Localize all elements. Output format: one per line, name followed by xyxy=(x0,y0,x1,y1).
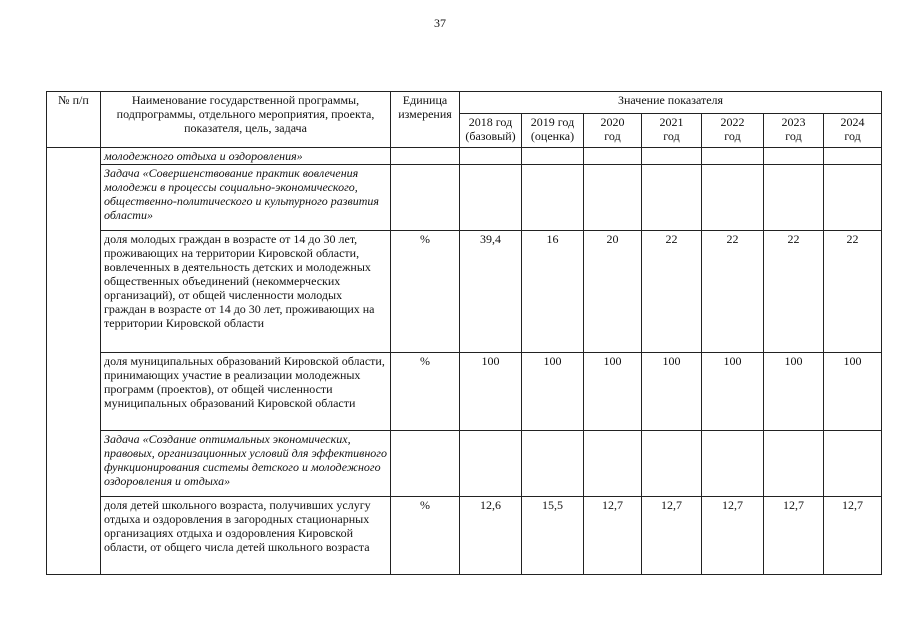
value-cell: 12,7 xyxy=(824,497,882,575)
indicator-name: молодежного отдыха и оздоровления» xyxy=(101,148,391,165)
row-number-cell xyxy=(47,497,101,575)
table-row xyxy=(47,165,882,231)
value-cell: 12,7 xyxy=(764,497,824,575)
header-year-note: год xyxy=(663,129,680,143)
value-cell: 100 xyxy=(824,353,882,431)
value-cell: 22 xyxy=(702,231,764,353)
header-year-note: год xyxy=(785,129,802,143)
indicator-name: доля молодых граждан в возрасте от 14 до 30 лет, проживающих на территории Кировской области, вовлеченных в деятельность детских и молодежных общественных объединений (некоммерческих организаций), от общей численности молодых граждан в возрасте от 14 до 30 лет, проживающих на территории Кировской области xyxy=(101,231,391,353)
header-year xyxy=(642,114,702,148)
table-row xyxy=(47,353,882,431)
header-year-label: 2018 год xyxy=(468,115,513,129)
value-cell: 100 xyxy=(702,353,764,431)
header-year-label: 2022 xyxy=(720,115,745,129)
indicator-name: Задача «Совершенствование практик вовлечения молодежи в процессы социально-экономического, общественно-политического и культурного развития области» xyxy=(101,165,391,231)
header-year xyxy=(584,114,642,148)
value-cell: 20 xyxy=(584,231,642,353)
value-cell: 100 xyxy=(460,353,522,431)
page-number: 37 xyxy=(434,16,446,30)
value-cell xyxy=(460,165,522,231)
header-year-note: год xyxy=(844,129,861,143)
value-cell xyxy=(584,148,642,165)
value-cell: 100 xyxy=(584,353,642,431)
header-year-note: год xyxy=(604,129,621,143)
value-cell: 12,7 xyxy=(642,497,702,575)
value-cell: 100 xyxy=(522,353,584,431)
value-cell: 22 xyxy=(824,231,882,353)
unit-cell: % xyxy=(391,353,460,431)
header-year xyxy=(702,114,764,148)
table-row xyxy=(47,148,882,165)
header-year-label: 2021 xyxy=(659,115,684,129)
value-cell xyxy=(764,431,824,497)
value-cell xyxy=(584,431,642,497)
indicator-table xyxy=(46,91,882,575)
value-cell: 16 xyxy=(522,231,584,353)
table-row xyxy=(47,497,882,575)
value-cell xyxy=(642,165,702,231)
table-row xyxy=(47,231,882,353)
row-number-cell xyxy=(47,165,101,231)
value-cell xyxy=(702,431,764,497)
header-year xyxy=(460,114,522,148)
header-year-label: 2020 xyxy=(600,115,625,129)
value-cell xyxy=(824,148,882,165)
header-year-label: 2023 xyxy=(781,115,806,129)
value-cell xyxy=(522,148,584,165)
unit-cell xyxy=(391,431,460,497)
value-cell xyxy=(642,148,702,165)
header-year-note: (оценка) xyxy=(530,129,575,143)
header-year-note: год xyxy=(724,129,741,143)
header-num: № п/п xyxy=(47,92,101,148)
row-number-cell xyxy=(47,231,101,353)
value-cell: 12,7 xyxy=(702,497,764,575)
value-cell xyxy=(642,431,702,497)
table-row xyxy=(47,431,882,497)
header-value-group: Значение показателя xyxy=(460,92,882,114)
header-name: Наименование государственной программы, подпрограммы, отдельного мероприятия, проекта, показателя, цель, задача xyxy=(101,92,391,148)
value-cell xyxy=(584,165,642,231)
value-cell xyxy=(702,165,764,231)
value-cell xyxy=(522,431,584,497)
indicator-name: Задача «Создание оптимальных экономических, правовых, организационных условий для эффективного функционирования системы детского и молодежного оздоровления и отдыха» xyxy=(101,431,391,497)
indicator-name: доля муниципальных образований Кировской области, принимающих участие в реализации молодежных программ (проектов), от общей численности муниципальных образований Кировской области xyxy=(101,353,391,431)
unit-cell xyxy=(391,148,460,165)
value-cell xyxy=(702,148,764,165)
value-cell xyxy=(764,148,824,165)
row-number-cell xyxy=(47,148,101,165)
value-cell: 39,4 xyxy=(460,231,522,353)
value-cell xyxy=(764,165,824,231)
unit-cell: % xyxy=(391,497,460,575)
header-year xyxy=(522,114,584,148)
value-cell: 22 xyxy=(764,231,824,353)
value-cell xyxy=(460,148,522,165)
unit-cell xyxy=(391,165,460,231)
indicator-name: доля детей школьного возраста, получивших услугу отдыха и оздоровления в загородных стационарных организациях отдыха и оздоровления Кировской области, от общего числа детей школьного возраста xyxy=(101,497,391,575)
header-year-label: 2019 год xyxy=(530,115,575,129)
value-cell: 22 xyxy=(642,231,702,353)
value-cell xyxy=(824,431,882,497)
row-number-cell xyxy=(47,353,101,431)
value-cell xyxy=(824,165,882,231)
value-cell: 15,5 xyxy=(522,497,584,575)
header-year xyxy=(764,114,824,148)
value-cell xyxy=(460,431,522,497)
header-year-note: (базовый) xyxy=(465,129,516,143)
unit-cell: % xyxy=(391,231,460,353)
value-cell: 12,7 xyxy=(584,497,642,575)
value-cell: 100 xyxy=(764,353,824,431)
value-cell: 100 xyxy=(642,353,702,431)
value-cell: 12,6 xyxy=(460,497,522,575)
header-year-label: 2024 xyxy=(840,115,865,129)
header-year xyxy=(824,114,882,148)
value-cell xyxy=(522,165,584,231)
header-unit: Единица измерения xyxy=(391,92,460,148)
row-number-cell xyxy=(47,431,101,497)
